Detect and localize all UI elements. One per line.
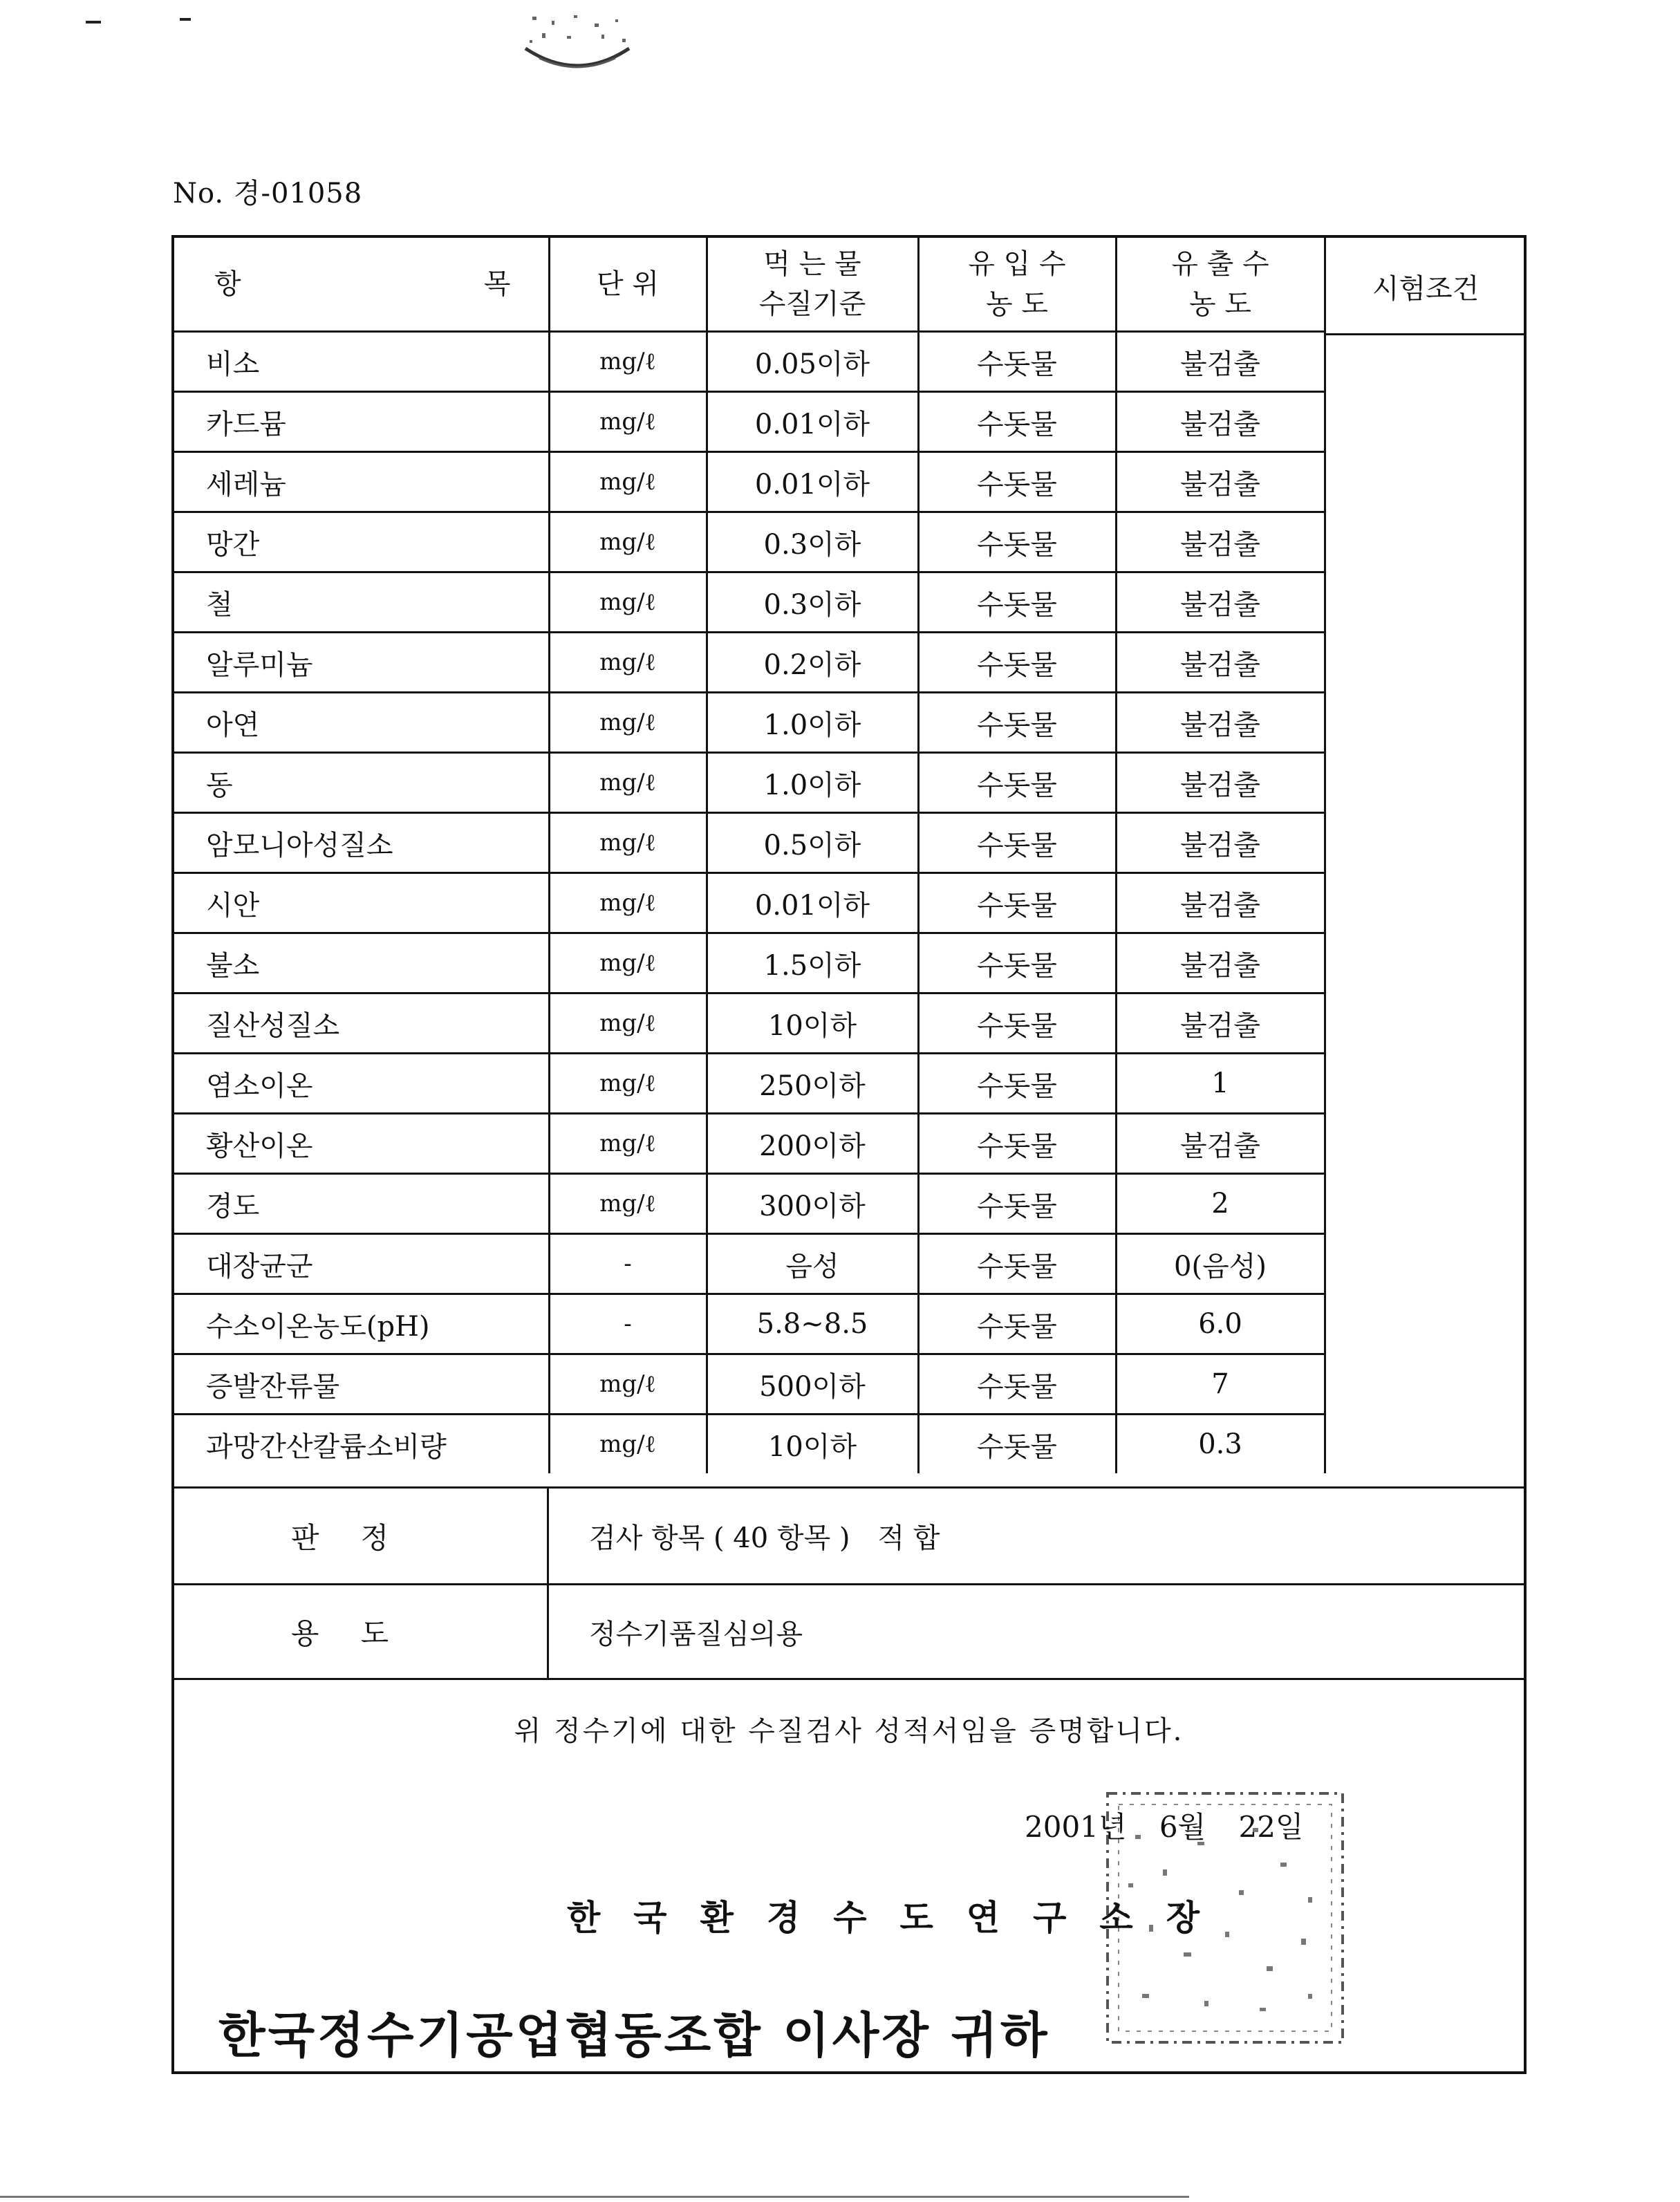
table-row [174, 1054, 1325, 1114]
cell-standard: 0.01이하 [707, 452, 918, 512]
cell-item: 과망간산칼륨소비량 [174, 1415, 549, 1474]
cell-outflow: 0(음성) [1116, 1234, 1325, 1294]
cell-item: 카드뮴 [174, 392, 549, 452]
cell-standard: 1.0이하 [707, 693, 918, 753]
cell-standard: 0.5이하 [707, 813, 918, 873]
cell-outflow: 불검출 [1116, 512, 1325, 572]
recipient-name: 한국정수기공업협동조합 이사장 귀하 [218, 2006, 1050, 2064]
scan-bottom-line [0, 2196, 1189, 2198]
date-year: 2001년 [1025, 1810, 1127, 1844]
cell-inflow: 수돗물 [918, 1415, 1116, 1474]
table-row [174, 1174, 1325, 1234]
cell-item: 세레늄 [174, 452, 549, 512]
cell-outflow: 불검출 [1116, 452, 1325, 512]
cell-standard: 0.3이하 [707, 572, 918, 633]
cell-unit: mg/ℓ [549, 572, 707, 633]
cell-unit: mg/ℓ [549, 1054, 707, 1114]
cell-standard: 200이하 [707, 1114, 918, 1174]
cell-standard: 500이하 [707, 1354, 918, 1415]
cell-inflow: 수돗물 [918, 1234, 1116, 1294]
cell-outflow: 불검출 [1116, 572, 1325, 633]
cell-standard: 0.01이하 [707, 392, 918, 452]
issue-date [1025, 1804, 1327, 1846]
issuer-name: 한국환경수도연구소장 [567, 1897, 1233, 1938]
cell-item: 불소 [174, 933, 549, 993]
cell-unit: mg/ℓ [549, 392, 707, 452]
table-row [174, 572, 1325, 633]
cell-item: 비소 [174, 332, 549, 392]
cell-unit: mg/ℓ [549, 633, 707, 693]
table-row [174, 1294, 1325, 1354]
document-number: No. 경-01058 [173, 178, 363, 209]
cell-item: 경도 [174, 1174, 549, 1234]
cell-outflow: 불검출 [1116, 993, 1325, 1054]
cell-item: 대장균군 [174, 1234, 549, 1294]
certificate-frame [171, 235, 1527, 2074]
table-row [174, 1415, 1325, 1474]
table-row [174, 933, 1325, 993]
cell-standard: 300이하 [707, 1174, 918, 1234]
cell-outflow: 불검출 [1116, 873, 1325, 933]
cell-inflow: 수돗물 [918, 1054, 1116, 1114]
cell-outflow: 불검출 [1116, 1114, 1325, 1174]
cell-item: 질산성질소 [174, 993, 549, 1054]
cell-outflow: 불검출 [1116, 392, 1325, 452]
header-item-left: 항 [214, 268, 241, 300]
cell-standard: 10이하 [707, 1415, 918, 1474]
cell-item: 망간 [174, 512, 549, 572]
cell-inflow: 수돗물 [918, 933, 1116, 993]
date-day: 22일 [1238, 1810, 1304, 1844]
header-outflow-line2: 농 도 [1189, 288, 1251, 320]
cell-standard: 1.5이하 [707, 933, 918, 993]
cell-outflow: 불검출 [1116, 753, 1325, 813]
cell-inflow: 수돗물 [918, 1174, 1116, 1234]
cell-inflow: 수돗물 [918, 1114, 1116, 1174]
cell-outflow: 불검출 [1116, 933, 1325, 993]
cell-inflow: 수돗물 [918, 392, 1116, 452]
header-outflow-line1: 유 출 수 [1171, 248, 1269, 280]
cell-standard: 음성 [707, 1234, 918, 1294]
header-inflow-line2: 농 도 [986, 288, 1048, 320]
cell-inflow: 수돗물 [918, 873, 1116, 933]
cell-unit: mg/ℓ [549, 693, 707, 753]
cell-unit: mg/ℓ [549, 1415, 707, 1474]
cell-unit: mg/ℓ [549, 452, 707, 512]
cell-standard: 0.05이하 [707, 332, 918, 392]
certification-text: 위 정수기에 대한 수질검사 성적서임을 증명합니다. [514, 1715, 1184, 1747]
cell-standard: 0.3이하 [707, 512, 918, 572]
header-standard-line1: 먹 는 물 [763, 248, 861, 280]
cell-item: 황산이온 [174, 1114, 549, 1174]
usage-label: 용도 [174, 1585, 549, 1678]
cell-inflow: 수돗물 [918, 1354, 1116, 1415]
cell-inflow: 수돗물 [918, 633, 1116, 693]
cell-item: 증발잔류물 [174, 1354, 549, 1415]
cell-item: 동 [174, 753, 549, 813]
cell-item: 염소이온 [174, 1054, 549, 1114]
cell-outflow: 6.0 [1116, 1294, 1325, 1354]
cell-unit: mg/ℓ [549, 993, 707, 1054]
cell-outflow: 7 [1116, 1354, 1325, 1415]
cell-inflow: 수돗물 [918, 1294, 1116, 1354]
cell-standard: 250이하 [707, 1054, 918, 1114]
judgment-result: 적 합 [877, 1522, 940, 1554]
results-table [174, 238, 1326, 1473]
header-item [174, 238, 549, 332]
table-row [174, 633, 1325, 693]
cell-standard: 10이하 [707, 993, 918, 1054]
cell-unit: - [549, 1234, 707, 1294]
cell-unit: mg/ℓ [549, 512, 707, 572]
header-inflow [918, 238, 1116, 332]
judgment-value [589, 1489, 968, 1583]
cell-item: 시안 [174, 873, 549, 933]
cell-inflow: 수돗물 [918, 332, 1116, 392]
cell-unit: mg/ℓ [549, 933, 707, 993]
table-header-row [174, 238, 1325, 332]
cell-standard: 0.01이하 [707, 873, 918, 933]
cell-outflow: 불검출 [1116, 813, 1325, 873]
table-row [174, 993, 1325, 1054]
cell-unit: mg/ℓ [549, 753, 707, 813]
header-item-right: 목 [483, 268, 511, 300]
table-row [174, 392, 1325, 452]
table-row [174, 452, 1325, 512]
header-standard [707, 238, 918, 332]
cell-inflow: 수돗물 [918, 452, 1116, 512]
table-row [174, 1114, 1325, 1174]
cell-unit: mg/ℓ [549, 873, 707, 933]
cell-inflow: 수돗물 [918, 753, 1116, 813]
table-row [174, 332, 1325, 392]
cell-unit: mg/ℓ [549, 1114, 707, 1174]
cell-inflow: 수돗물 [918, 572, 1116, 633]
cell-inflow: 수돗물 [918, 512, 1116, 572]
header-outflow [1116, 238, 1325, 332]
scan-artifact [86, 21, 101, 24]
cell-unit: mg/ℓ [549, 1354, 707, 1415]
header-standard-line2: 수질기준 [758, 288, 866, 320]
cell-outflow: 불검출 [1116, 633, 1325, 693]
table-row [174, 813, 1325, 873]
cell-outflow: 0.3 [1116, 1415, 1325, 1474]
conditions-divider [1325, 333, 1527, 335]
top-seal-mark [512, 7, 643, 111]
judgment-label: 판정 [174, 1489, 549, 1583]
cell-inflow: 수돗물 [918, 813, 1116, 873]
table-row [174, 1234, 1325, 1294]
table-row [174, 1354, 1325, 1415]
cell-inflow: 수돗물 [918, 993, 1116, 1054]
cell-item: 수소이온농도(pH) [174, 1294, 549, 1354]
judgment-text: 검사 항목 ( 40 항목 ) [589, 1522, 850, 1554]
cell-unit: - [549, 1294, 707, 1354]
table-row [174, 512, 1325, 572]
date-month: 6월 [1159, 1810, 1206, 1844]
cell-outflow: 2 [1116, 1174, 1325, 1234]
cell-outflow: 불검출 [1116, 332, 1325, 392]
cell-item: 아연 [174, 693, 549, 753]
cell-item: 철 [174, 572, 549, 633]
cell-item: 암모니아성질소 [174, 813, 549, 873]
usage-section [174, 1583, 1524, 1680]
header-inflow-line1: 유 입 수 [968, 248, 1066, 280]
header-unit: 단 위 [549, 238, 707, 332]
cell-unit: mg/ℓ [549, 332, 707, 392]
cell-inflow: 수돗물 [918, 693, 1116, 753]
header-conditions: 시험조건 [1372, 272, 1480, 305]
table-row [174, 753, 1325, 813]
usage-value: 정수기품질심의용 [589, 1618, 803, 1650]
cell-outflow: 불검출 [1116, 693, 1325, 753]
scan-artifact [180, 18, 191, 21]
judgment-section [174, 1486, 1524, 1583]
cell-unit: mg/ℓ [549, 813, 707, 873]
table-row [174, 693, 1325, 753]
cell-item: 알루미늄 [174, 633, 549, 693]
cell-unit: mg/ℓ [549, 1174, 707, 1234]
table-row [174, 873, 1325, 933]
cell-standard: 1.0이하 [707, 753, 918, 813]
cell-standard: 0.2이하 [707, 633, 918, 693]
cell-standard: 5.8~8.5 [707, 1294, 918, 1354]
cell-outflow: 1 [1116, 1054, 1325, 1114]
